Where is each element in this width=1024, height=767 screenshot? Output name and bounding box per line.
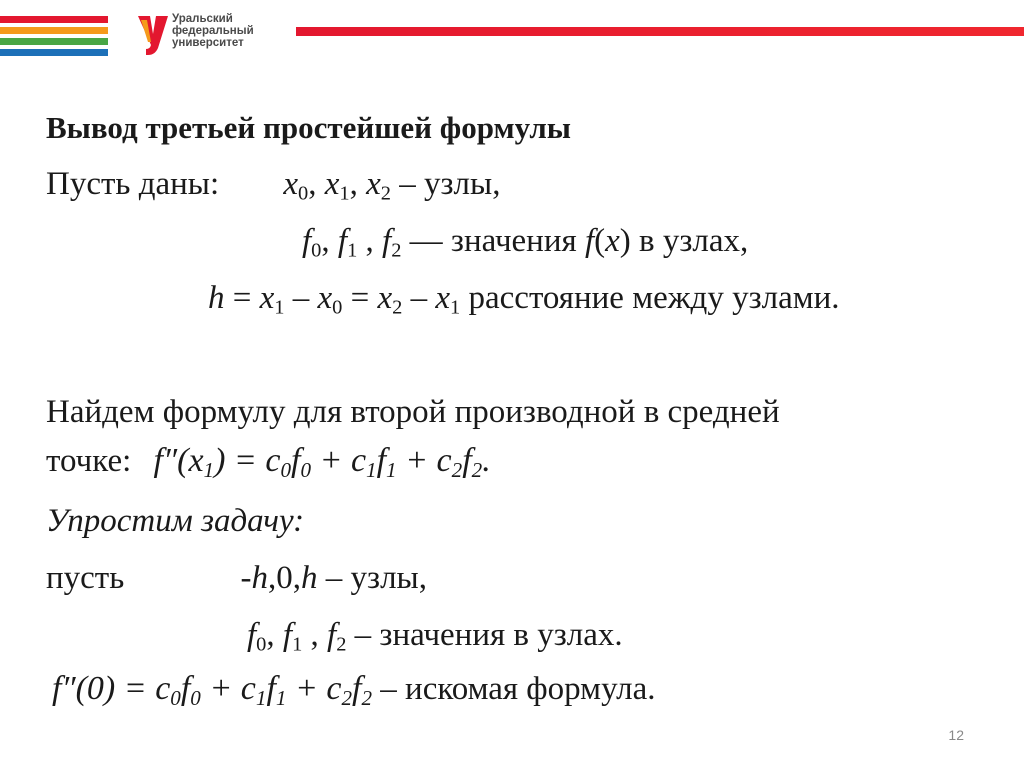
find-line-2 bbox=[46, 442, 491, 482]
distance-label: расстояние между узлами. bbox=[468, 280, 840, 316]
simplify-label: Упростим задачу: bbox=[46, 503, 305, 539]
result-line bbox=[52, 670, 656, 710]
values2-formula: $f_0$, $f_1$ , $f_2$ bbox=[247, 617, 347, 656]
page-number: 12 bbox=[948, 727, 964, 743]
nodes2-formula: -h,0,h bbox=[240, 560, 318, 596]
values2-line bbox=[247, 617, 623, 656]
values-label: — значения bbox=[409, 223, 577, 259]
simplify-line bbox=[46, 505, 304, 538]
values-formula: $f_0$, $f_1$ , $f_2$ bbox=[302, 223, 402, 262]
values-line bbox=[302, 223, 749, 262]
slide-title: Вывод третьей простейшей формулы bbox=[46, 110, 571, 145]
fx-formula: f(x) bbox=[584, 223, 631, 259]
nodes-label: – узлы, bbox=[399, 166, 501, 202]
stripe-red-left bbox=[0, 16, 108, 23]
university-logo-text: Уральский федеральный университет bbox=[172, 13, 254, 49]
stripe-red-right bbox=[296, 27, 1024, 36]
derivative-formula: $f''(x_1) = c_0f_0 + c_1f_1 + c_2f_2$. bbox=[153, 442, 491, 482]
nodes-formula: $x_0$, $x_1$, $x_2$ bbox=[283, 166, 392, 205]
stripe-orange bbox=[0, 27, 108, 34]
find-line-1: Найдем формулу для второй производной в средней bbox=[46, 394, 780, 430]
given-label: Пусть даны: bbox=[46, 166, 220, 202]
find-label: точке: bbox=[46, 443, 132, 479]
values-tail: в узлах, bbox=[639, 223, 749, 259]
given-line bbox=[46, 166, 501, 205]
result-formula: $f''(0) = c_0f_0 + c_1f_1 + c_2f_2$ bbox=[52, 670, 373, 710]
values2-label: – значения в узлах. bbox=[354, 617, 623, 653]
let-label: пусть bbox=[46, 560, 125, 596]
distance-line bbox=[208, 280, 840, 319]
university-logo-icon bbox=[136, 14, 170, 56]
nodes2-label: – узлы, bbox=[325, 560, 427, 596]
stripe-blue bbox=[0, 49, 108, 56]
stripe-green bbox=[0, 38, 108, 45]
distance-formula: $h = x_1 - x_0 = x_2 - x_1$ bbox=[208, 280, 461, 319]
result-label: – искомая формула. bbox=[380, 671, 656, 707]
let-line bbox=[46, 562, 427, 595]
